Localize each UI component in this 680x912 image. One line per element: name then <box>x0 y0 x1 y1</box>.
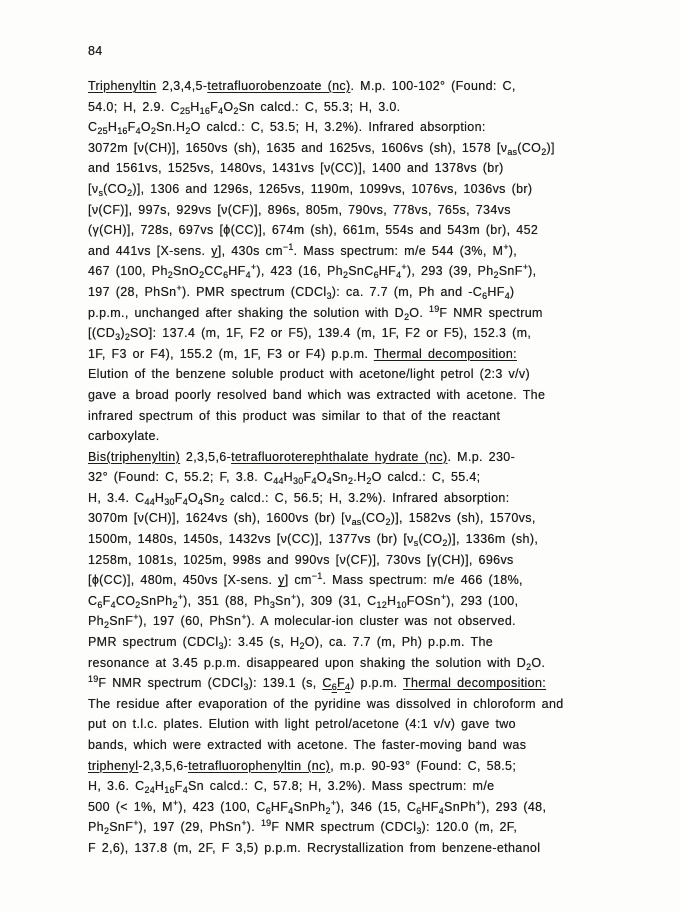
subscript: 2 <box>342 270 349 281</box>
text-line <box>88 735 648 756</box>
superscript: + <box>522 262 529 273</box>
text-line <box>88 97 648 118</box>
subscript: 44 <box>273 476 284 487</box>
text-run: H <box>190 99 200 114</box>
subscript: 2 <box>404 311 410 322</box>
text-run: C <box>88 120 98 135</box>
subscript: 2 <box>325 805 331 816</box>
text-run: 3070m [ν(CH)], 1624vs (sh), 1600vs (br) [ν <box>88 511 352 526</box>
text-run: SnC <box>348 264 374 279</box>
text-run: SnPh <box>140 593 173 608</box>
text-line <box>88 817 648 838</box>
text-line <box>88 508 648 529</box>
text-run: F <box>127 120 136 135</box>
text-run: F <box>210 99 219 114</box>
subscript: 2 <box>135 599 141 610</box>
subscript: 2 <box>347 476 354 487</box>
text-line <box>88 694 648 715</box>
text-run: ), 351 (88, Ph <box>183 593 270 608</box>
subscript: 4 <box>218 105 224 116</box>
text-run: O calcd.: C, 53.5; H, 3.2%). Infrared absorption: <box>190 120 486 135</box>
text-run: ), 423 (100, C <box>178 799 266 814</box>
text-run: . Mass spectrum: m/e 466 (18%, <box>322 573 523 588</box>
text-line <box>88 426 648 447</box>
superscript: 19 <box>88 674 99 685</box>
text-run: SO]: 137.4 (m, 1F, F2 or F5), 139.4 (m, 1F, F2 or F5), 152.3 (m, <box>130 326 532 341</box>
text-run: Ph <box>88 614 104 629</box>
text-run: 3072m [ν(CH)], 1650vs (sh), 1635 and 1625vs, 1606vs (sh), 1578 [ν <box>88 140 508 155</box>
text-line <box>88 76 648 97</box>
text-run: F <box>303 470 312 485</box>
text-run: ), <box>528 264 537 279</box>
subscript: 2 <box>366 476 372 487</box>
text-run: O calcd.: C, 55.4; <box>371 470 481 485</box>
text-run: HF <box>421 799 439 814</box>
text-run: (γ(CH)], 728s, 697vs [ϕ(CC)], 674m (sh), 661m, 554s and 543m (br), 452 <box>88 223 539 238</box>
text-line <box>88 570 648 591</box>
text-run: SnPh <box>293 799 326 814</box>
text-run: [(CD <box>88 326 116 341</box>
subscript: 4 <box>135 126 141 137</box>
subscript: 10 <box>396 599 407 610</box>
text-run: ), 423 (16, Ph <box>256 264 343 279</box>
text-line <box>88 611 648 632</box>
text-run: HF <box>487 284 505 299</box>
subscript: 4 <box>110 599 116 610</box>
superscript: + <box>250 262 257 273</box>
subscript: 3 <box>416 826 422 837</box>
subscript: 16 <box>117 126 128 137</box>
text-run: O), ca. 7.7 (m, Ph) p.p.m. The <box>304 635 494 650</box>
text-run: PMR spectrum (CDCl <box>88 635 219 650</box>
text-run: 500 (< 1%, M <box>88 799 173 814</box>
text-line <box>88 158 648 179</box>
subscript: 2 <box>385 517 391 528</box>
text-line <box>88 838 648 859</box>
superscript: + <box>401 262 407 273</box>
subscript: 44 <box>144 496 155 507</box>
subscript: 2 <box>104 826 110 837</box>
page-number: 84 <box>88 44 103 58</box>
text-line <box>88 364 648 385</box>
text-run: -2,3,5,6- <box>138 758 189 773</box>
text-run: CC <box>204 264 224 279</box>
superscript: + <box>133 612 139 623</box>
text-run: Sn calcd.: C, 57.8; H, 3.2%). Mass spectrum: m/e <box>187 779 495 794</box>
text-run: Sn <box>331 470 348 485</box>
text-run: SnPh <box>444 799 476 814</box>
text-run: ). PMR spectrum (CDCl <box>181 284 327 299</box>
subscript: 4 <box>504 290 510 301</box>
text-line <box>88 673 648 694</box>
subscript: 6 <box>373 270 379 281</box>
subscript: 3 <box>326 290 332 301</box>
underlined-subscript: 6 <box>331 682 337 693</box>
text-line <box>88 632 648 653</box>
text-run: FOSn <box>406 593 441 608</box>
subscript: 2 <box>299 641 305 652</box>
text-run: Elution of the benzene soluble product with acetone/light petrol (2:3 v/v) <box>88 367 530 382</box>
text-run: ): 3.45 (s, H <box>223 635 300 650</box>
text-run: HF <box>228 264 246 279</box>
text-line <box>88 385 648 406</box>
text-run: 1500m, 1480s, 1450s, 1432vs [ν(CC)], 1377vs (br) [ν <box>88 532 414 547</box>
text-run: , m.p. 90-93° (Found: C, 58.5; <box>330 758 517 773</box>
superscript: + <box>241 818 247 829</box>
text-run: Sn <box>203 490 220 505</box>
text-run: F <box>174 490 183 505</box>
subscript: 4 <box>182 496 188 507</box>
subscript: 4 <box>245 270 251 281</box>
underlined-text: y <box>278 573 285 588</box>
subscript: 2 <box>442 538 448 549</box>
text-run: ] cm <box>284 573 312 588</box>
text-run: . Mass spectrum: m/e 544 (3%, M <box>293 243 504 258</box>
subscript: 16 <box>199 105 211 116</box>
subscript: 6 <box>223 270 229 281</box>
text-run: (CO <box>418 532 443 547</box>
subscript: 2 <box>526 661 532 672</box>
text-run: O <box>187 490 199 505</box>
subscript: 24 <box>144 785 155 796</box>
subscript: s <box>413 538 419 549</box>
subscript: 2 <box>167 270 174 281</box>
subscript: 2 <box>172 599 178 610</box>
text-line <box>88 653 648 674</box>
text-run: HF <box>378 264 397 279</box>
text-run: )], 1336m (sh), <box>447 532 539 547</box>
text-run: )], 1582vs (sh), 1570vs, <box>390 511 536 526</box>
subscript: 6 <box>97 599 103 610</box>
underlined-text: tetrafluorobenzoate (nc) <box>207 79 351 93</box>
text-run: F NMR spectrum (CDCl <box>98 676 244 691</box>
text-run: and 441vs [X-sens. <box>88 243 212 258</box>
subscript: 25 <box>97 126 108 137</box>
subscript: 2 <box>233 105 239 116</box>
subscript: 2 <box>127 187 133 198</box>
superscript: + <box>476 797 482 808</box>
text-run: 32° (Found: C, 55.2; F, 3.8. C <box>88 470 274 485</box>
superscript: + <box>241 612 247 623</box>
text-run: HF <box>270 799 289 814</box>
text-run: ), 293 (100, <box>446 593 519 608</box>
subscript: 16 <box>164 785 175 796</box>
text-run: F <box>174 779 183 794</box>
text-run: 54.0; H, 2.9. C <box>88 99 180 114</box>
text-line <box>88 344 648 365</box>
subscript: as <box>507 146 518 157</box>
subscript: 6 <box>482 290 488 301</box>
underlined-text: triphenyl <box>88 758 139 773</box>
text-line <box>88 488 648 509</box>
text-run: ), 197 (29, PhSn <box>138 820 242 835</box>
text-line <box>88 550 648 571</box>
superscript: + <box>330 797 337 808</box>
text-line <box>88 756 648 777</box>
text-run: 1258m, 1081s, 1025m, 998s and 990vs [ν(CF)], 730vs [γ(CH)], 696vs <box>88 552 514 567</box>
text-run: F 2,6), 137.8 (m, 2F, F 3,5) p.p.m. Recrystallization from benzene-ethanol <box>88 840 541 855</box>
text-run: O <box>140 120 151 135</box>
subscript: 3 <box>243 682 249 693</box>
text-run: bands, which were extracted with acetone. The faster-moving band was <box>88 738 527 752</box>
text-run: [ν <box>88 181 99 196</box>
text-run: H <box>154 779 165 794</box>
superscript: + <box>176 282 182 293</box>
superscript: + <box>172 797 179 808</box>
text-run: ) <box>120 326 125 341</box>
underlined-text: Thermal decomposition: <box>373 346 517 361</box>
underlined-text: y <box>211 243 218 258</box>
text-run: SnF <box>109 614 134 629</box>
subscript: 2 <box>219 496 225 507</box>
text-run: H <box>107 120 118 135</box>
text-run: gave a broad poorly resolved band which was extracted with acetone. The <box>88 387 546 402</box>
text-run: ): 139.1 (s, <box>248 676 323 691</box>
text-run: O. <box>531 655 546 670</box>
text-run: [ν(CF)], 997s, 929vs [ν(CF)], 896s, 805m, 790vs, 778vs, 765s, 734vs <box>88 202 511 217</box>
text-line <box>88 200 648 221</box>
subscript: 4 <box>326 476 332 487</box>
text-run: [ϕ(CC)], 480m, 450vs [X-sens. <box>88 573 279 588</box>
text-run: C <box>88 593 98 608</box>
text-line <box>88 282 648 303</box>
subscript: 2 <box>124 332 131 343</box>
text-run: ). A molecular-ion cluster was not observed. <box>246 614 516 629</box>
text-run: F <box>102 593 111 608</box>
text-run: .H <box>353 470 367 485</box>
subscript: 6 <box>265 805 271 816</box>
subscript: 2 <box>493 270 499 281</box>
text-run: . M.p. 100-102° (Found: C, <box>350 79 516 93</box>
text-line <box>88 323 648 344</box>
text-run: H, 3.6. C <box>88 779 145 794</box>
text-run: resonance at 3.45 p.p.m. disappeared upon shaking the solution with D <box>88 655 527 670</box>
subscript: 4 <box>288 805 294 816</box>
text-run: H, 3.4. C <box>88 490 145 505</box>
underlined-text: Bis(triphenyltin) <box>88 449 181 464</box>
text-line <box>88 406 648 427</box>
text-run: ): ca. 7.7 (m, Ph and -C <box>331 284 483 299</box>
text-run: put on t.l.c. plates. Elution with light petrol/acetone (4:1 v/v) gave two <box>88 717 516 732</box>
text-run: . M.p. 230- <box>447 449 516 464</box>
text-line <box>88 117 648 138</box>
text-run: ): 120.0 (m, 2F, <box>421 820 518 835</box>
text-run: ), 293 (48, <box>481 799 547 814</box>
text-run: O. <box>409 305 429 320</box>
text-run: ), 309 (31, C <box>296 593 377 608</box>
subscript: 4 <box>396 270 402 281</box>
subscript: 6 <box>416 805 422 816</box>
text-run: (CO <box>103 181 128 196</box>
underlined-text: Triphenyltin <box>88 79 157 93</box>
text-run: CO <box>115 593 136 608</box>
text-run: 197 (28, PhSn <box>88 284 177 299</box>
text-run: ), 346 (15, C <box>336 799 417 814</box>
text-run: F NMR spectrum <box>439 305 543 320</box>
text-run: and 1561vs, 1525vs, 1480vs, 1431vs [ν(CC)], 1400 and 1378vs (br) <box>88 161 504 176</box>
superscript: + <box>291 591 297 602</box>
subscript: 30 <box>293 476 304 487</box>
text-run: Sn.H <box>156 120 186 135</box>
text-run: (CO <box>361 511 386 526</box>
text-run: p.p.m., unchanged after shaking the solution with D <box>88 305 405 320</box>
subscript: 2 <box>185 126 191 137</box>
text-run: SnF <box>498 264 523 279</box>
text-run: ) <box>509 284 515 299</box>
text-run: ), 197 (60, PhSn <box>138 614 242 629</box>
subscript: s <box>98 187 104 198</box>
text-run: (CO <box>517 140 542 155</box>
superscript: 19 <box>429 303 440 314</box>
text-run: 1F, F3 or F4), 155.2 (m, 1F, F3 or F4) p.p.m. <box>88 346 374 361</box>
subscript: 2 <box>104 620 110 631</box>
text-line <box>88 303 648 324</box>
text-run: )], 1306 and 1296s, 1265vs, 1190m, 1099vs, 1076vs, 1036vs (br) <box>132 181 533 196</box>
text-run: SnO <box>173 264 200 279</box>
text-run: 2,3,4,5- <box>156 79 208 93</box>
subscript: 2 <box>150 126 157 137</box>
text-run: infrared spectrum of this product was similar to that of the reactant <box>88 408 501 423</box>
subscript: 12 <box>376 599 387 610</box>
superscript: + <box>440 591 447 602</box>
text-line <box>88 220 648 241</box>
text-run: )] <box>546 140 555 155</box>
text-run: calcd.: C, 56.5; H, 3.2%). Infrared absorption: <box>224 490 510 505</box>
superscript: + <box>177 591 184 602</box>
underlined-subscript: 4 <box>344 682 351 693</box>
superscript: + <box>503 241 509 252</box>
underlined-text: tetrafluoroterephthalate hydrate (nc) <box>231 449 448 464</box>
text-run: 467 (100, Ph <box>88 264 168 279</box>
text-run: O <box>223 99 234 114</box>
text-run: H <box>154 490 165 505</box>
text-line <box>88 241 648 262</box>
text-run: ), <box>508 243 518 258</box>
text-run: O <box>316 470 327 485</box>
subscript: 4 <box>198 496 204 507</box>
subscript: 2 <box>541 146 547 157</box>
underlined-text: C <box>322 676 332 691</box>
text-run: ) p.p.m. <box>350 676 403 691</box>
underlined-text: tetrafluorophenyltin (nc) <box>188 758 331 773</box>
text-run: SnF <box>109 820 134 835</box>
text-line <box>88 797 648 818</box>
superscript: −1 <box>311 571 323 582</box>
subscript: 4 <box>311 476 317 487</box>
text-run: ). <box>246 820 261 835</box>
text-line <box>88 138 648 159</box>
text-run: The residue after evaporation of the pyridine was dissolved in chloroform and <box>88 696 564 711</box>
text-run: H <box>386 593 397 608</box>
text-line <box>88 529 648 550</box>
text-run: ], 430s cm <box>217 243 283 258</box>
subscript: 3 <box>269 599 276 610</box>
text-run: carboxylate. <box>88 429 160 444</box>
subscript: 4 <box>182 785 188 796</box>
text-line <box>88 714 648 735</box>
text-line <box>88 591 648 612</box>
text-line <box>88 776 648 797</box>
underlined-text: F <box>336 676 345 691</box>
subscript: 4 <box>438 805 445 816</box>
text-run: Sn calcd.: C, 55.3; H, 3.0. <box>238 99 401 114</box>
text-line <box>88 179 648 200</box>
subscript: 2 <box>199 270 205 281</box>
text-run: H <box>283 470 294 485</box>
underlined-text: Thermal decomposition: <box>402 676 547 691</box>
subscript: as <box>351 517 362 528</box>
text-run: Sn <box>275 593 292 608</box>
subscript: 3 <box>115 332 121 343</box>
subscript: 25 <box>179 105 191 116</box>
subscript: 3 <box>218 641 224 652</box>
text-line <box>88 261 648 282</box>
document-body <box>88 76 648 859</box>
text-run: F NMR spectrum (CDCl <box>271 820 417 835</box>
text-run: Ph <box>88 820 104 835</box>
text-run: ), 293 (39, Ph <box>406 264 494 279</box>
subscript: 30 <box>164 496 175 507</box>
text-line <box>88 447 648 468</box>
superscript: −1 <box>282 241 294 252</box>
text-line <box>88 467 648 488</box>
text-run: 2,3,5,6- <box>180 449 232 464</box>
superscript: + <box>133 818 139 829</box>
superscript: 19 <box>260 818 272 829</box>
